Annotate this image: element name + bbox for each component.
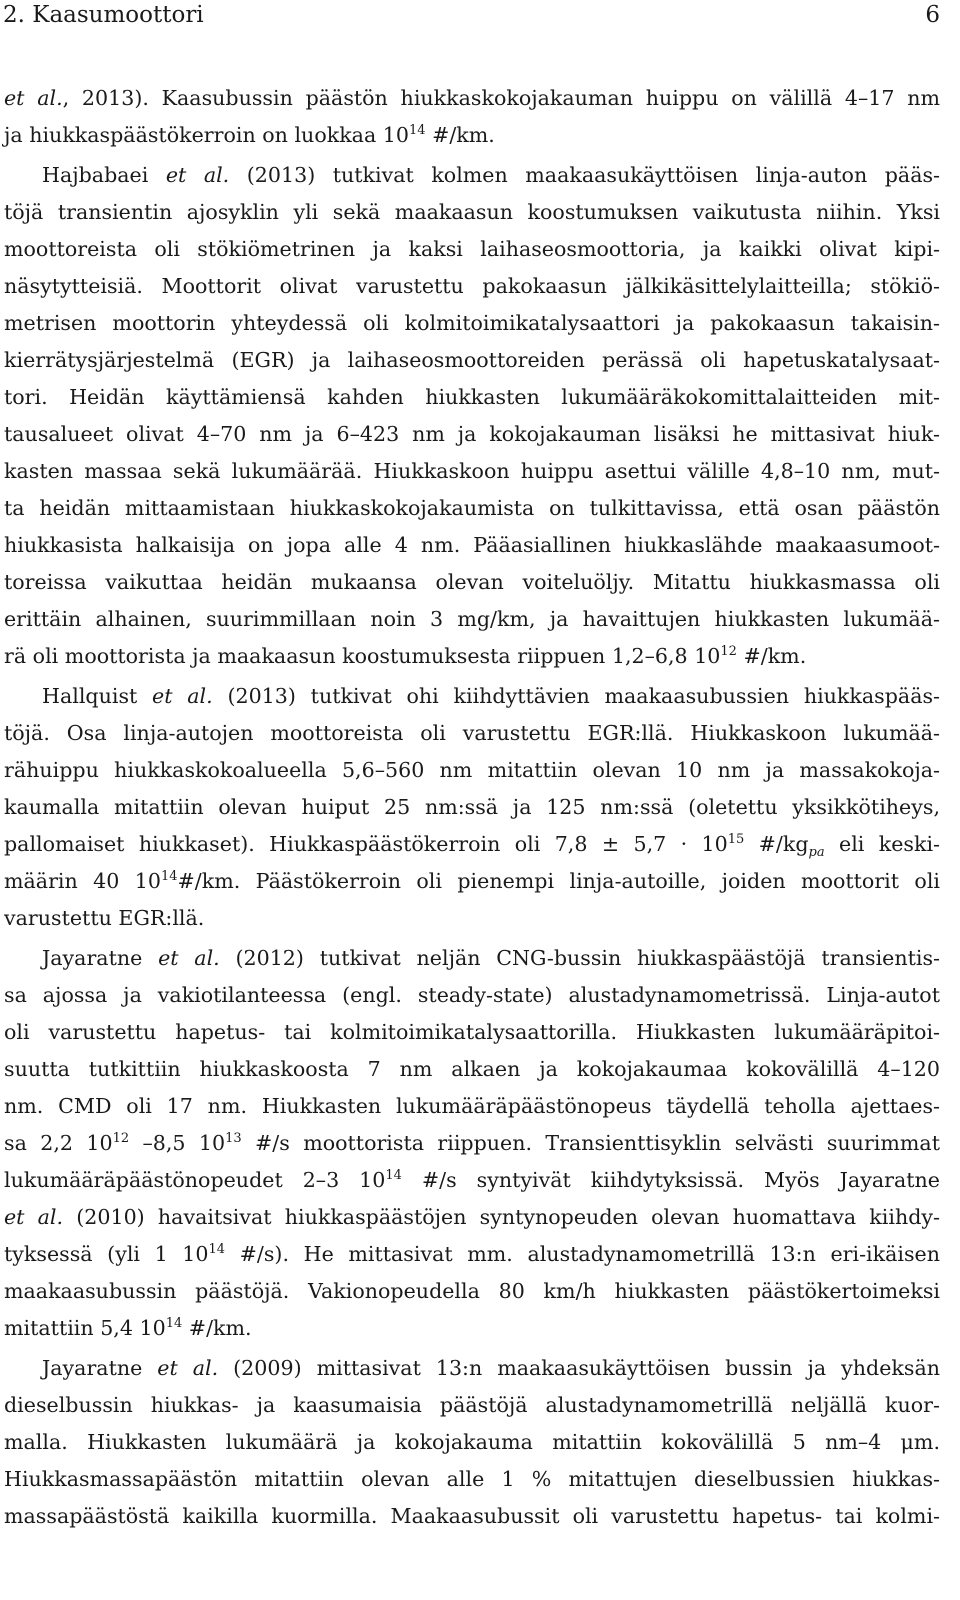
line-text: #/s). He mittasivat mm. alustadynamometrillä 13:n eri-ikäisen — [225, 1242, 940, 1266]
text-line: malla. Hiukkasten lukumäärä ja kokojakauma mitattiin kokovälillä 5 nm–4 μm. — [4, 1430, 940, 1454]
text-line — [4, 1125, 940, 1162]
line-text: pallomaiset hiukkaset). Hiukkaspäästökerroin oli 7,8 ± 5,7 · 10 — [4, 832, 728, 856]
line-text: (2009) mittasivat 13:n maakaasukäyttöisen bussin ja yhdeksän — [218, 1356, 941, 1380]
text-line: tausalueet olivat 4–70 nm ja 6–423 nm ja kokojakauman lisäksi he mittasivat hiuk- — [4, 422, 940, 446]
text-line: Hiukkasmassapäästön mitattiin olevan alle 1 % mitattujen dieselbussien hiukkas- — [4, 1467, 940, 1491]
line-text: rä oli moottorista ja maakaasun koostumuksesta riippuen 1,2–6,8 10 — [4, 644, 721, 668]
line-text: #/km. — [182, 1316, 252, 1340]
line-text: #/km. — [425, 123, 495, 147]
line-text: #/km. — [736, 644, 807, 668]
text-line: sa ajossa ja vakiotilanteessa (engl. steady-state) alustadynamometrissä. Linja-autot — [4, 983, 940, 1007]
superscript: 14 — [160, 869, 178, 884]
line-text: Jayaratne — [42, 946, 159, 970]
text-line: maakaasubussin päästöjä. Vakionopeudella 80 km/h hiukkasten päästökertoimeksi — [4, 1279, 940, 1303]
text-line — [4, 638, 940, 675]
text-line: erittäin alhainen, suurimmillaan noin 3 mg/km, ja havaittujen hiukkasten lukumää- — [4, 607, 940, 631]
text-line: kasten massaa sekä lukumäärää. Hiukkaskoon huippu asettui välille 4,8–10 nm, mut- — [4, 459, 940, 483]
line-text: Hallquist — [42, 684, 153, 708]
line-text: sa 2,2 10 — [4, 1131, 113, 1155]
superscript: 12 — [720, 644, 737, 659]
text-line — [4, 863, 940, 900]
text-line — [4, 1162, 940, 1199]
line-text: #/km. Päästökerroin oli pienempi linja-autoille, joiden moottorit oli — [177, 869, 940, 893]
text-line: töjä. Osa linja-autojen moottoreista oli varustettu EGR:llä. Hiukkaskoon lukumää- — [4, 721, 940, 745]
line-text: (2010) havaitsivat hiukkaspäästöjen syntynopeuden olevan huomattava kiihdy- — [63, 1205, 940, 1229]
line-text: (2013) tutkivat kolmen maakaasukäyttöisen linja-auton pääs- — [229, 163, 940, 187]
line-text: #/s moottorista riippuen. Transienttisyklin selvästi suurimmat — [241, 1131, 940, 1155]
italic-citation: et al. — [4, 1205, 64, 1229]
text-line: hiukkasista halkaisija on jopa alle 4 nm. Pääasiallinen hiukkaslähde maakaasumoot- — [4, 533, 940, 557]
line-text: Jayaratne — [42, 1356, 158, 1380]
text-line — [4, 1236, 940, 1273]
line-text: , 2013). Kaasubussin päästön hiukkaskokojakauman huippu on välillä 4–17 nm — [62, 86, 940, 110]
superscript: 12 — [112, 1131, 130, 1146]
chapter-heading: 2. Kaasumoottori — [3, 2, 204, 28]
text-line: massapäästöstä kaikilla kuormilla. Maakaasubussit oli varustettu hapetus- tai kolmi- — [4, 1504, 940, 1528]
superscript: 14 — [165, 1316, 183, 1331]
text-line — [4, 1350, 940, 1387]
line-text: lukumääräpäästönopeudet 2–3 10 — [4, 1168, 386, 1192]
subscript: pa — [808, 845, 825, 860]
text-line: töjä transientin ajosyklin yli sekä maakaasun koostumuksen vaikutusta niihin. Yksi — [4, 200, 940, 224]
line-text: #/kg — [744, 832, 809, 856]
text-line — [4, 157, 940, 194]
text-line: metrisen moottorin yhteydessä oli kolmitoimikatalysaattori ja pakokaasun takaisin- — [4, 311, 940, 335]
text-line — [4, 826, 940, 863]
line-text: (2012) tutkivat neljän CNG-bussin hiukkaspäästöjä transientis- — [219, 946, 940, 970]
text-line: kierrätysjärjestelmä (EGR) ja laihaseosmoottoreiden perässä oli hapetuskatalysaat- — [4, 348, 940, 372]
text-line — [4, 1199, 940, 1236]
italic-citation: et al. — [157, 1356, 219, 1380]
line-text: –8,5 10 — [129, 1131, 226, 1155]
text-line: toreissa vaikuttaa heidän mukaansa olevan voiteluöljy. Mitattu hiukkasmassa oli — [4, 570, 940, 594]
italic-citation: et al. — [152, 684, 213, 708]
text-line: nm. CMD oli 17 nm. Hiukkasten lukumääräpäästönopeus täydellä teholla ajettaes- — [4, 1094, 940, 1118]
text-line: näsytytteisiä. Moottorit olivat varustettu pakokaasun jälkikäsittelylaitteilla; stökiö- — [4, 274, 940, 298]
text-line — [4, 678, 940, 715]
superscript: 14 — [385, 1168, 402, 1183]
text-line: kaumalla mitattiin olevan huiput 25 nm:ssä ja 125 nm:ssä (oletettu yksikkötiheys, — [4, 795, 940, 819]
text-line — [4, 940, 940, 977]
italic-citation: et al. — [4, 86, 63, 110]
page-number: 6 — [925, 2, 940, 28]
text-line: oli varustettu hapetus- tai kolmitoimikatalysaattorilla. Hiukkasten lukumääräpitoi- — [4, 1020, 940, 1044]
text-line: moottoreista oli stökiömetrinen ja kaksi laihaseosmoottoria, ja kaikki olivat kipi- — [4, 237, 940, 261]
superscript: 14 — [208, 1242, 226, 1257]
text-line: ta heidän mittaamistaan hiukkaskokojakaumista on tulkittavissa, että osan päästön — [4, 496, 940, 520]
italic-citation: et al. — [165, 163, 230, 187]
line-text: eli keski- — [824, 832, 941, 856]
line-text: määrin 40 10 — [4, 869, 161, 893]
line-text: #/s syntyivät kiihdytyksissä. Myös Jayaratne — [401, 1168, 940, 1192]
text-line: varustettu EGR:llä. — [4, 906, 205, 930]
text-line: suutta tutkittiin hiukkaskoosta 7 nm alkaen ja kokojakaumaa kokovälillä 4–120 — [4, 1057, 940, 1081]
line-text: Hajbabaei — [42, 163, 166, 187]
text-line — [4, 117, 940, 154]
superscript: 13 — [225, 1131, 242, 1146]
superscript: 14 — [408, 123, 426, 138]
text-line: tori. Heidän käyttämiensä kahden hiukkasten lukumääräkokomittalaitteiden mit- — [4, 385, 940, 409]
text-line — [4, 80, 940, 117]
line-text: (2013) tutkivat ohi kiihdyttävien maakaasubussien hiukkaspääs- — [212, 684, 940, 708]
page-header — [3, 0, 940, 34]
text-line: dieselbussin hiukkas- ja kaasumaisia päästöjä alustadynamometrillä neljällä kuor- — [4, 1393, 940, 1417]
line-text: ja hiukkaspäästökerroin on luokkaa 10 — [4, 123, 409, 147]
line-text: mitattiin 5,4 10 — [4, 1316, 166, 1340]
line-text: tyksessä (yli 1 10 — [4, 1242, 209, 1266]
superscript: 15 — [727, 832, 745, 847]
text-line — [4, 1310, 940, 1347]
text-line: rähuippu hiukkaskokoalueella 5,6–560 nm mitattiin olevan 10 nm ja massakokoja- — [4, 758, 940, 782]
italic-citation: et al. — [158, 946, 220, 970]
